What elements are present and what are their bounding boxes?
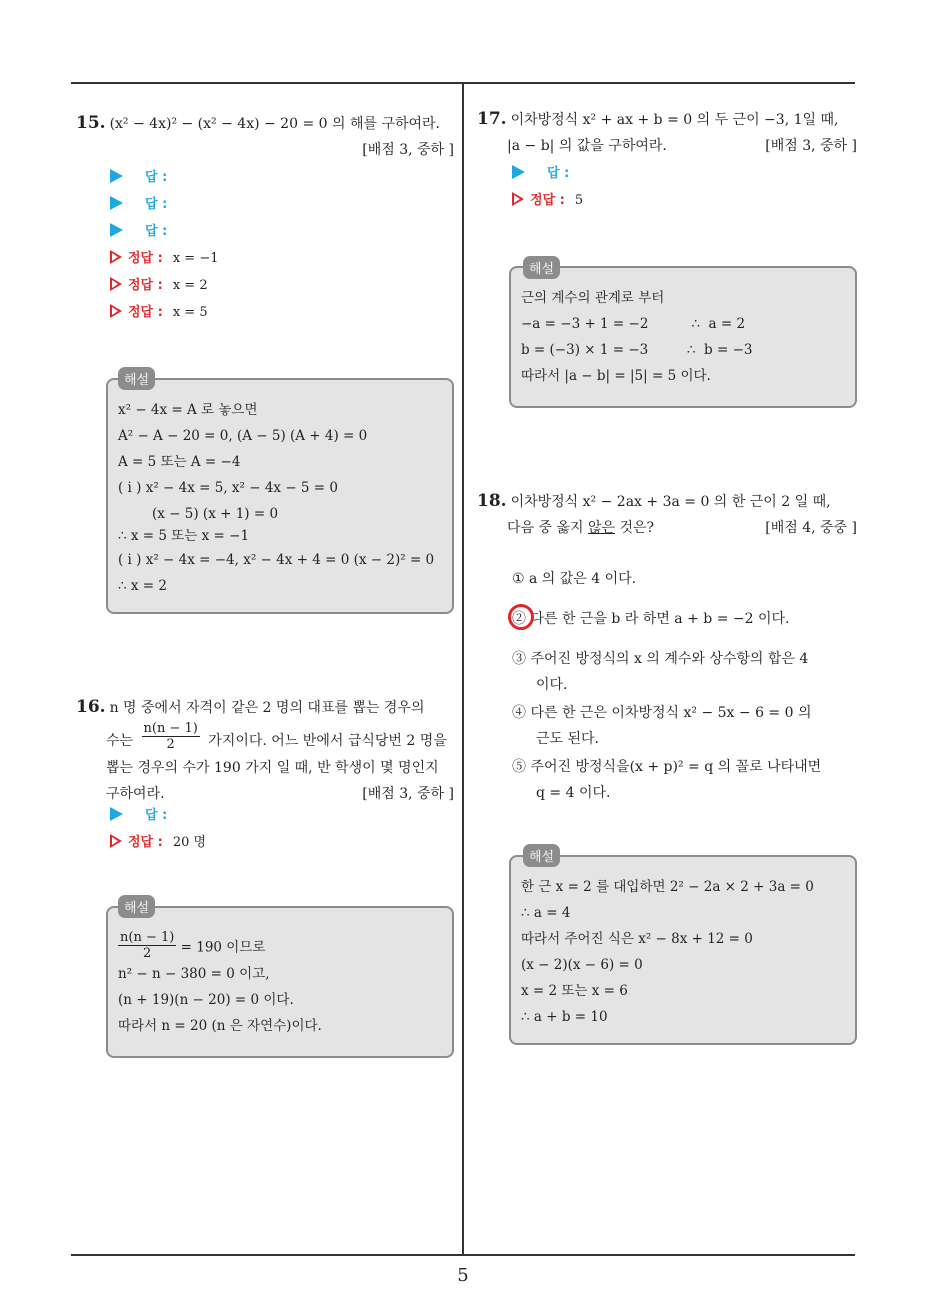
question-text: |a − b| 의 값을 구하여라. [507,138,667,154]
solution-line: (x − 5) (x + 1) = 0 [152,506,279,522]
solution-tag: 해설 [523,844,560,867]
correct-row [110,829,206,856]
question-16 [76,694,454,807]
choice-1[interactable]: ① a 의 값은 4 이다. [512,571,637,587]
solution-line: ∴ a + b = 10 [521,1009,608,1025]
play-icon [110,807,123,821]
correct-label: 정답 : [128,835,163,850]
correct-row [512,187,583,214]
fraction-denominator: 2 [166,737,175,752]
choices [512,566,857,806]
page-number: 5 [457,1265,469,1286]
fraction-numerator: n(n − 1) [143,721,198,736]
q17-answers [512,160,583,214]
solution-text: = 190 이므로 [180,939,266,956]
solution-line [118,930,265,961]
q15-answers [110,164,219,326]
correct-row [110,299,219,326]
question-text: (x² − 4x)² − (x² − 4x) − 20 = 0 의 해를 구하여라. [109,116,441,132]
solution-line: 따라서 |a − b| = |5| = 5 이다. [521,368,711,384]
fraction [118,930,176,961]
question-text: 구하여라. [106,786,165,802]
underlined-word: 않은 [587,520,616,536]
solution-box-17 [509,266,857,408]
answer-label: 답 : [547,166,570,181]
solution-line: (x − 2)(x − 6) = 0 [521,957,643,973]
solution-line: (n + 19)(n − 20) = 0 이다. [118,992,294,1008]
question-text: 이차방정식 x² + ax + b = 0 의 두 근이 −3, 1일 때, [510,112,839,128]
correct-value: x = 5 [172,305,208,320]
choice-5[interactable]: ⑤ 주어진 방정식을(x + p)² = q 의 꼴로 나타내면 [512,759,822,775]
score-meta: [배점 3, 중하 ] [362,142,454,158]
correct-label: 정답 : [128,278,163,293]
play-outline-icon [110,304,122,318]
correct-label: 정답 : [128,251,163,266]
q16-answers [110,802,206,856]
question-17 [477,106,857,159]
answer-row [110,802,206,829]
solution-line: 한 근 x = 2 를 대입하면 2² − 2a × 2 + 3a = 0 [521,879,814,895]
solution-tag: 해설 [118,895,155,918]
solution-line: A = 5 또는 A = −4 [118,454,241,470]
solution-line: x = 2 또는 x = 6 [521,983,628,999]
solution-line: n² − n − 380 = 0 이고, [118,966,270,982]
question-text: 것은? [615,520,655,536]
choice-3-cont: 이다. [536,677,568,693]
answer-row [512,160,583,187]
play-icon [110,196,123,210]
answer-label: 답 : [145,224,168,239]
answer-label: 답 : [145,197,168,212]
answer-row [110,218,219,245]
question-text: 이차방정식 x² − 2ax + 3a = 0 의 한 근이 2 일 때, [510,494,831,510]
question-text: n 명 중에서 자격이 같은 2 명의 대표를 뽑는 경우의 [109,700,425,716]
play-outline-icon [110,277,122,291]
answer-label: 답 : [145,170,168,185]
selected-answer-circle [508,604,534,630]
correct-value: 5 [574,193,584,208]
answer-label: 답 : [145,808,168,823]
solution-line: A² − A − 20 = 0, (A − 5) (A + 4) = 0 [118,428,368,444]
play-icon [512,165,525,179]
solution-box-16 [106,906,454,1058]
question-number: 17. [477,109,507,129]
choice-2[interactable]: ② 다른 한 근을 b 라 하면 a + b = −2 이다. [512,611,790,627]
correct-row [110,245,219,272]
solution-line: 따라서 n = 20 (n 은 자연수)이다. [118,1018,322,1034]
fraction [142,721,200,752]
choice-3[interactable]: ③ 주어진 방정식의 x 의 계수와 상수항의 합은 4 [512,651,809,667]
question-text: 다음 중 옳지 [507,520,588,536]
correct-label: 정답 : [128,305,163,320]
play-outline-icon [110,250,122,264]
question-number: 16. [76,697,106,717]
correct-value: x = 2 [172,278,208,293]
solution-line: ∴ a = 4 [521,905,571,921]
score-meta: [배점 4, 중중 ] [765,520,857,536]
choice-4[interactable]: ④ 다른 한 근은 이차방정식 x² − 5x − 6 = 0 의 [512,705,812,721]
play-icon [110,223,123,237]
play-outline-icon [512,192,524,206]
score-meta: [배점 3, 중하 ] [362,786,454,802]
correct-row [110,272,219,299]
score-meta: [배점 3, 중하 ] [765,138,857,154]
bottom-rule [71,1254,855,1256]
correct-value: 20 명 [172,835,207,850]
question-text: 뽑는 경우의 수가 190 가지 일 때, 반 학생이 몇 명인지 [106,760,439,776]
solution-tag: 해설 [523,256,560,279]
question-15 [76,110,454,163]
question-18 [477,488,857,541]
solution-line: 따라서 주어진 식은 x² − 8x + 12 = 0 [521,931,753,947]
play-icon [110,169,123,183]
choice-5-cont: q = 4 이다. [536,785,611,801]
column-divider [462,83,464,1255]
solution-line: ∴ x = 2 [118,578,167,594]
solution-line: ( i ) x² − 4x = 5, x² − 4x − 5 = 0 [118,480,339,496]
correct-label: 정답 : [530,193,565,208]
fraction-numerator: n(n − 1) [120,930,175,945]
play-outline-icon [110,834,122,848]
solution-box-18 [509,855,857,1045]
answer-row [110,191,219,218]
solution-tag: 해설 [118,367,155,390]
solution-line: b = (−3) × 1 = −3 ∴ b = −3 [521,342,753,358]
answer-row [110,164,219,191]
question-number: 15. [76,113,106,133]
question-text: 수는 [106,732,134,749]
correct-value: x = −1 [172,251,219,266]
solution-line: 근의 계수의 관계로 부터 [521,290,665,306]
question-text: 가지이다. 어느 반에서 급식당번 2 명을 [208,732,447,749]
solution-line: ( i ) x² − 4x = −4, x² − 4x + 4 = 0 (x − 2)² = 0 [118,552,435,568]
solution-box-15 [106,378,454,614]
solution-line: −a = −3 + 1 = −2 ∴ a = 2 [521,316,746,332]
choice-4-cont: 근도 된다. [536,731,599,747]
fraction-denominator: 2 [143,946,152,961]
question-number: 18. [477,491,507,511]
solution-line: ∴ x = 5 또는 x = −1 [118,528,250,544]
solution-line: x² − 4x = A 로 놓으면 [118,402,258,418]
